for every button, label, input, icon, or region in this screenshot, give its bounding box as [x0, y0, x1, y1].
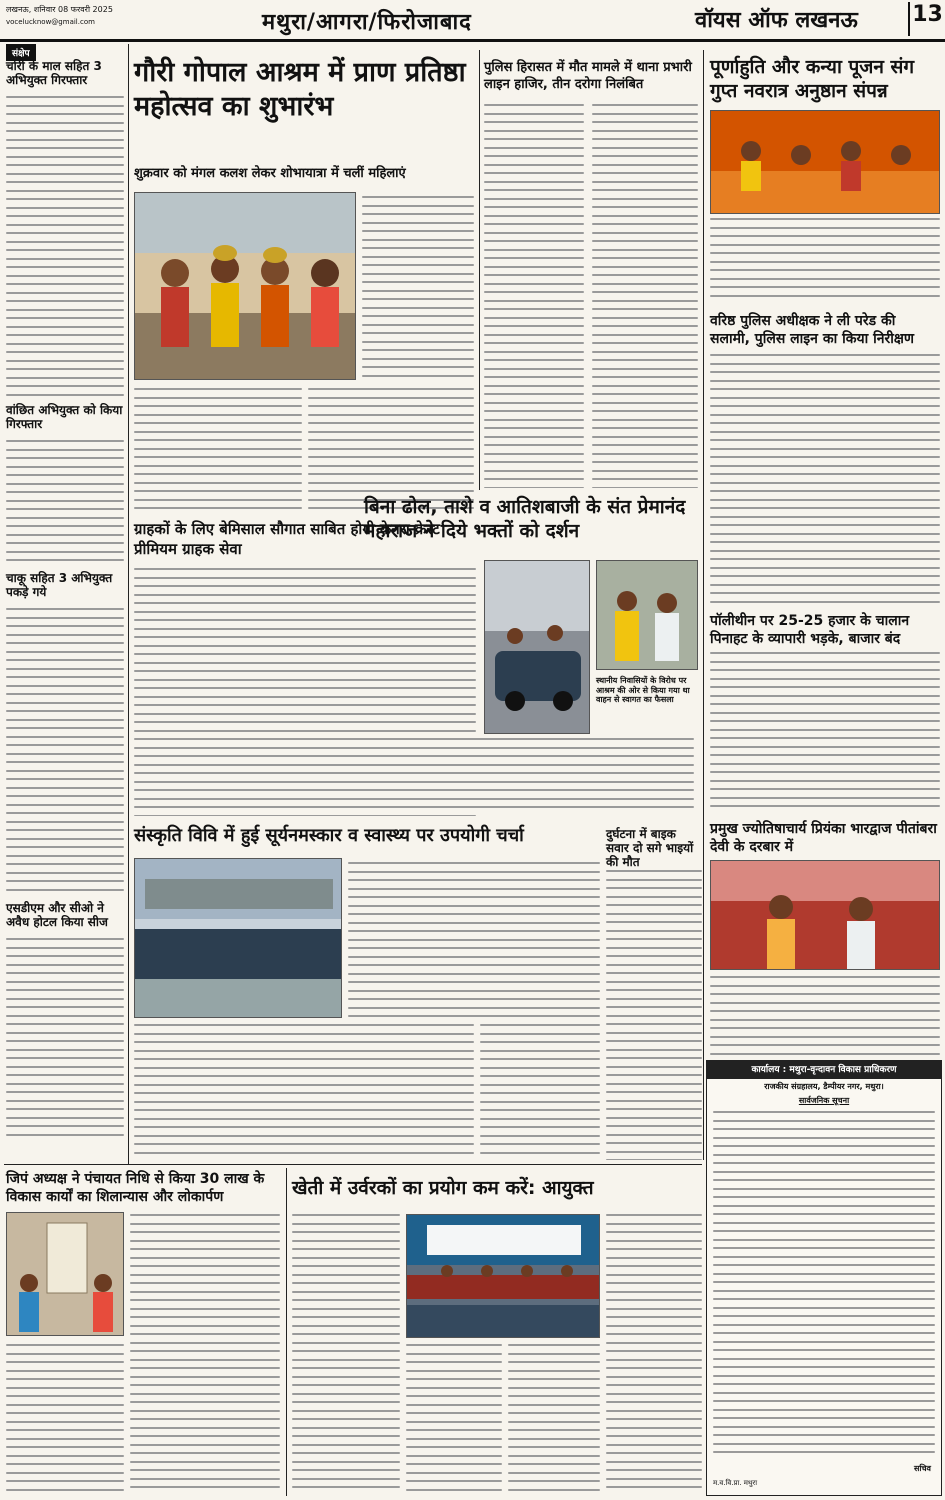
fertilizer-text-col-1	[292, 1214, 400, 1494]
left-headline-2: वांछित अभियुक्त को किया गिरफ्तार	[6, 403, 123, 431]
notice-text	[713, 1111, 935, 1457]
right-story-2-text	[710, 354, 940, 604]
kanya-pujan-photo	[710, 110, 940, 214]
notice-footer: म.व.वि.प्रा. मथुरा	[713, 1479, 758, 1487]
masthead	[0, 0, 945, 42]
left-headline-4: एसडीएम और सीओ ने अवैध होटल किया सीज	[6, 901, 108, 929]
surya-text-c	[480, 1024, 600, 1154]
right-story-3-text	[710, 652, 940, 814]
students-group-photo	[134, 858, 342, 1018]
column-rule	[479, 50, 480, 490]
surya-headline: संस्कृति विवि में हुई सूर्यनमस्कार व स्वास्थ्य पर उपयोगी चर्चा	[134, 825, 524, 846]
police-text-col-1	[484, 104, 584, 488]
saint-photo	[596, 560, 698, 670]
section-rule	[4, 1164, 702, 1165]
column-rule	[286, 1168, 287, 1496]
left-story-3-text	[6, 608, 124, 894]
right-headline-1: पूर्णाहुति और कन्या पूजन संग गुप्त नवरात्र अनुष्ठान संपन्न	[710, 56, 915, 102]
lead-text-col-2	[134, 388, 302, 512]
lead-subhead: शुक्रवार को मंगल कलश लेकर शोभायात्रा में चलीं महिलाएं	[134, 166, 406, 181]
fertilizer-headline: खेती में उर्वरकों का प्रयोग कम करें: आयुक्त	[292, 1177, 594, 1199]
police-headline: पुलिस हिरासत में मौत मामले में थाना प्रभारी लाइन हाजिर, तीन दरोगा निलंबित	[484, 60, 692, 92]
newspaper-brand: वॉयस ऑफ लखनऊ	[695, 8, 858, 33]
right-headline-4: प्रमुख ज्योतिषाचार्य प्रियंका भारद्वाज पीतांबरा देवी के दरबार में	[710, 821, 937, 856]
right-headline-2: वरिष्ठ पुलिस अधीक्षक ने ली परेड की सलामी, पुलिस लाइन का किया निरीक्षण	[710, 313, 914, 348]
seminar-stage-photo	[406, 1214, 600, 1338]
column-rule	[703, 50, 704, 1160]
notice-subtitle: राजकीय संग्रहालय, डैम्पीयर नगर, मथुरा।	[764, 1082, 884, 1091]
zila-text-col-2	[6, 1344, 124, 1494]
section-title: मथुरा/आगरा/फिरोजाबाद	[262, 10, 472, 35]
right-story-4-text	[710, 976, 940, 1056]
surya-text-b	[348, 862, 600, 1022]
zila-text-col-1	[130, 1214, 280, 1494]
premanand-bullet: स्थानीय निवासियों के विरोध पर आश्रम की ओर से किया गया था वाहन से स्वागत का फैसला	[596, 676, 690, 705]
lead-text-col-3	[308, 388, 474, 512]
procession-photo	[134, 192, 356, 380]
notice-title: कार्यालय : मथुरा-वृन्दावन विकास प्राधिकरण	[707, 1061, 941, 1079]
lead-headline: गौरी गोपाल आश्रम में प्राण प्रतिष्ठा महोत्सव का शुभारंभ	[134, 57, 466, 122]
issue-date: लखनऊ, शनिवार 08 फरवरी 2025	[6, 5, 113, 14]
inauguration-photo	[6, 1212, 124, 1336]
left-headline-3: चाकू सहित 3 अभियुक्त पकड़े गये	[6, 571, 113, 599]
police-text-col-2	[592, 104, 698, 488]
astrologer-photo	[710, 860, 940, 970]
bank-headline: ग्राहकों के लिए बेमिसाल सौगात साबित होगी केनरा क्रेस्ट प्रीमियम ग्राहक सेवा	[134, 520, 440, 558]
lead-text-col-1	[362, 196, 474, 380]
accident-story-text	[606, 870, 702, 1160]
page-number: 13	[908, 2, 945, 36]
brief-tag: संक्षेप	[6, 44, 36, 61]
zila-headline: जिपं अध्यक्ष ने पंचायत निधि से किया 30 लाख के विकास कार्यों का शिलान्यास और लोकार्पण	[6, 1171, 265, 1206]
left-story-2-text	[6, 440, 124, 568]
premanand-headline: बिना ढोल, ताशे व आतिशबाजी के संत प्रेमानंद महाराज ने दिये भक्तों को दर्शन	[364, 496, 686, 542]
notice-signature: सचिव	[913, 1464, 931, 1473]
surya-text-a	[134, 1024, 474, 1154]
contact-email: vocelucknow@gmail.com	[6, 18, 95, 26]
devotees-photo	[484, 560, 590, 734]
premanand-story-text	[364, 738, 694, 808]
right-story-1-text	[710, 218, 940, 302]
accident-headline: दुर्घटना में बाइक सवार दो सगे भाइयों की मौत	[606, 827, 694, 869]
right-headline-3: पॉलीथीन पर 25-25 हजार के चालान पिनाहट के व्यापारी भड़के, बाजार बंद	[710, 613, 910, 648]
left-story-4-text	[6, 938, 124, 1138]
fertilizer-text-col-3	[508, 1344, 600, 1494]
left-headline-1: चोरी के माल सहित 3 अभियुक्त गिरफ्तार	[6, 59, 102, 87]
fertilizer-text-col-2	[406, 1344, 502, 1494]
column-rule	[128, 44, 129, 1164]
public-notice-box	[706, 1060, 942, 1496]
fertilizer-text-col-4	[606, 1214, 702, 1494]
left-story-1-text	[6, 96, 124, 396]
notice-label: सार्वजनिक सूचना	[798, 1096, 850, 1105]
